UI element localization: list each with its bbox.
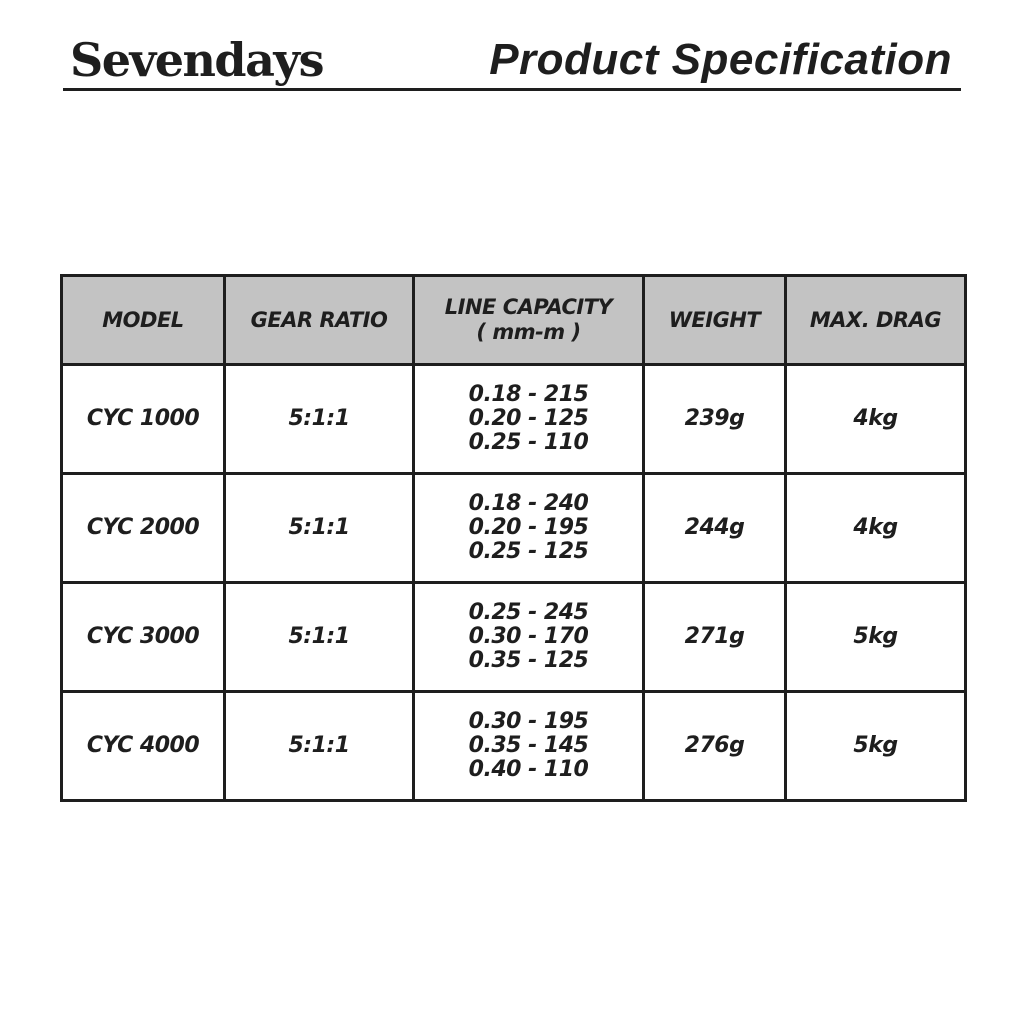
line-capacity-value: 0.25 - 245: [468, 600, 589, 625]
line-capacity-value: 0.25 - 110: [468, 430, 589, 455]
line-capacity-value: 0.25 - 125: [468, 539, 589, 564]
line-capacity-value: 0.20 - 195: [468, 515, 589, 540]
gear-ratio-cell: 5:1:1: [225, 692, 414, 801]
model-cell: CYC 2000: [62, 474, 225, 583]
line-capacity-value: 0.30 - 170: [468, 624, 589, 649]
model-cell: CYC 1000: [62, 365, 225, 474]
brand-logo: Sevendays: [70, 33, 324, 87]
gear-ratio-cell: 5:1:1: [225, 583, 414, 692]
column-header-line-capacity: [414, 276, 644, 365]
line-capacity-value: 0.20 - 125: [468, 406, 589, 431]
column-header-model: MODEL: [62, 276, 225, 365]
line-capacity-cell: [414, 692, 644, 801]
line-capacity-value: 0.40 - 110: [468, 757, 589, 782]
gear-ratio-cell: 5:1:1: [225, 474, 414, 583]
line-capacity-label: LINE CAPACITY: [444, 295, 613, 319]
column-header-max-drag: MAX. DRAG: [786, 276, 966, 365]
page-title: Product Specification: [489, 35, 952, 84]
max-drag-cell: 4kg: [786, 365, 966, 474]
column-header-weight: WEIGHT: [644, 276, 786, 365]
line-capacity-value: 0.18 - 215: [468, 382, 589, 407]
line-capacity-cell: [414, 583, 644, 692]
weight-cell: 244g: [644, 474, 786, 583]
line-capacity-cell: [414, 365, 644, 474]
spec-table: [60, 274, 967, 802]
line-capacity-unit: ( mm-m ): [476, 320, 581, 344]
weight-cell: 239g: [644, 365, 786, 474]
gear-ratio-cell: 5:1:1: [225, 365, 414, 474]
table-row: [62, 583, 966, 692]
line-capacity-value: 0.35 - 145: [468, 733, 589, 758]
max-drag-cell: 5kg: [786, 692, 966, 801]
max-drag-cell: 4kg: [786, 474, 966, 583]
weight-cell: 271g: [644, 583, 786, 692]
line-capacity-value: 0.35 - 125: [468, 648, 589, 673]
table-row: [62, 474, 966, 583]
table-row: [62, 692, 966, 801]
table-header-row: [62, 276, 966, 365]
column-header-gear-ratio: GEAR RATIO: [225, 276, 414, 365]
table-row: [62, 365, 966, 474]
line-capacity-value: 0.30 - 195: [468, 709, 589, 734]
header-divider: [63, 88, 961, 91]
line-capacity-cell: [414, 474, 644, 583]
model-cell: CYC 4000: [62, 692, 225, 801]
model-cell: CYC 3000: [62, 583, 225, 692]
line-capacity-value: 0.18 - 240: [468, 491, 589, 516]
weight-cell: 276g: [644, 692, 786, 801]
max-drag-cell: 5kg: [786, 583, 966, 692]
